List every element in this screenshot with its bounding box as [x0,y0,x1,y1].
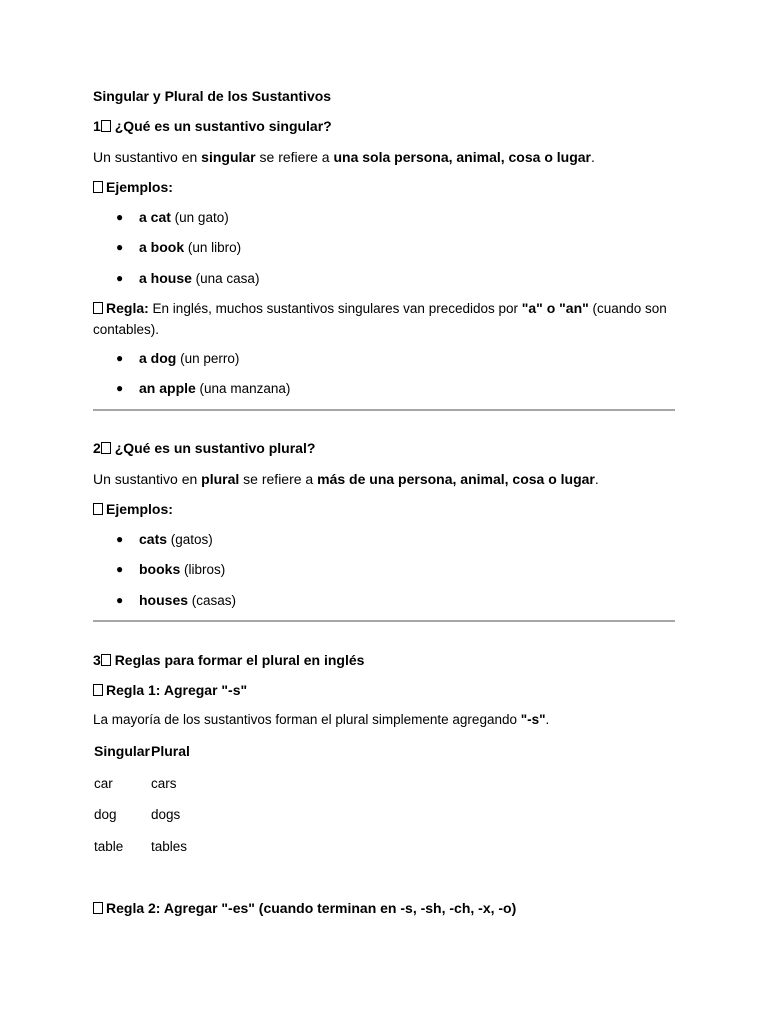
bullet-icon: ● [116,210,124,224]
definition-bold: una sola persona, animal, cosa o lugar [333,149,591,165]
list-item-translation: (un libro) [184,240,242,255]
section-1-examples-label [93,178,173,196]
definition-text: . [594,471,599,487]
table-header-singular: Singular [94,743,151,759]
list-item-translation: (gatos) [167,532,213,547]
table-cell-plural: tables [151,839,188,854]
list-item [139,379,290,398]
bullet-icon: ● [116,240,124,254]
definition-term: singular [201,149,256,165]
bullet-icon: ● [116,381,124,395]
list-item-translation: (un perro) [176,351,240,366]
example-emoji-icon [93,503,103,515]
definition-text: se refiere a [255,149,334,165]
list-item-term: an apple [139,380,196,396]
list-item [139,349,239,368]
list-item [139,530,213,549]
list-item-term: a dog [139,350,177,366]
definition-bold: más de una persona, animal, cosa o lugar [317,471,595,487]
rule-2-heading [93,899,516,917]
section-2-heading [93,439,315,457]
examples-label-text: Ejemplos: [106,179,173,195]
section-1-rule [93,298,678,340]
definition-text: Un sustantivo en [93,149,202,165]
table-cell-singular: table [94,839,124,854]
section-1-heading-text: ¿Qué es un sustantivo singular? [114,118,332,134]
section-3-number: 3 [93,652,101,668]
rule-1-heading [93,681,247,699]
list-item-term: a house [139,270,192,286]
list-item [139,208,229,227]
rule-emoji-icon [93,302,103,314]
list-item-translation: (casas) [188,593,237,608]
rule-bold: "a" o "an" [521,300,589,316]
list-item [139,591,236,610]
examples-label-text: Ejemplos: [106,501,173,517]
section-1-number: 1 [93,118,101,134]
bullet-icon: ● [116,351,124,365]
section-2-heading-text: ¿Qué es un sustantivo plural? [114,440,316,456]
list-item [139,238,241,257]
document-title: Singular y Plural de los Sustantivos [93,88,332,104]
keycap-emoji-icon [101,442,111,454]
rule-emoji-icon [93,684,103,696]
list-item-translation: (un gato) [170,210,229,225]
example-emoji-icon [93,181,103,193]
definition-text: Un sustantivo en [93,471,202,487]
section-2-examples-label [93,500,173,518]
rule-1-text: La mayoría de los sustantivos forman el plural simplemente agregando [93,712,521,727]
table-cell-singular: dog [94,807,117,822]
table-header-plural: Plural [151,743,190,759]
bullet-icon: ● [116,593,124,607]
section-3-heading [93,651,364,669]
bullet-icon: ● [116,562,124,576]
rule-1-label: Regla 1: Agregar "-s" [106,682,248,698]
rule-emoji-icon [93,902,103,914]
list-item [139,269,259,288]
rule-text: En inglés, muchos sustantivos singulares van precedidos por [148,301,522,316]
rule-1-bold: "-s" [520,712,546,727]
definition-text: se refiere a [239,471,318,487]
section-divider [93,620,675,622]
bullet-icon: ● [116,271,124,285]
list-item [139,560,225,579]
rule-2-label: Regla 2: Agregar "-es" (cuando terminan en -s, -sh, -ch, -x, -o) [106,900,517,916]
keycap-emoji-icon [101,654,111,666]
list-item-term: houses [139,592,189,608]
bullet-icon: ● [116,532,124,546]
section-2-number: 2 [93,440,101,456]
definition-text: . [591,149,595,165]
table-cell-singular: car [94,776,113,791]
list-item-translation: (libros) [180,562,226,577]
list-item-term: books [139,561,181,577]
list-item-term: a book [139,239,185,255]
section-3-heading-text: Reglas para formar el plural en inglés [114,652,365,668]
rule-1-description [93,711,549,729]
section-1-definition [93,148,595,166]
rule-text: (cuando son contables). [93,301,667,337]
section-2-definition [93,470,599,488]
rule-label: Regla: [106,300,149,316]
list-item-translation: (una manzana) [195,381,291,396]
keycap-emoji-icon [101,120,111,132]
list-item-translation: (una casa) [191,271,260,286]
list-item-term: cats [139,531,168,547]
section-1-heading [93,117,332,135]
table-cell-plural: cars [151,776,177,791]
definition-term: plural [201,471,240,487]
rule-1-text: . [545,712,550,727]
table-cell-plural: dogs [151,807,181,822]
section-divider [93,409,675,411]
list-item-term: a cat [139,209,171,225]
